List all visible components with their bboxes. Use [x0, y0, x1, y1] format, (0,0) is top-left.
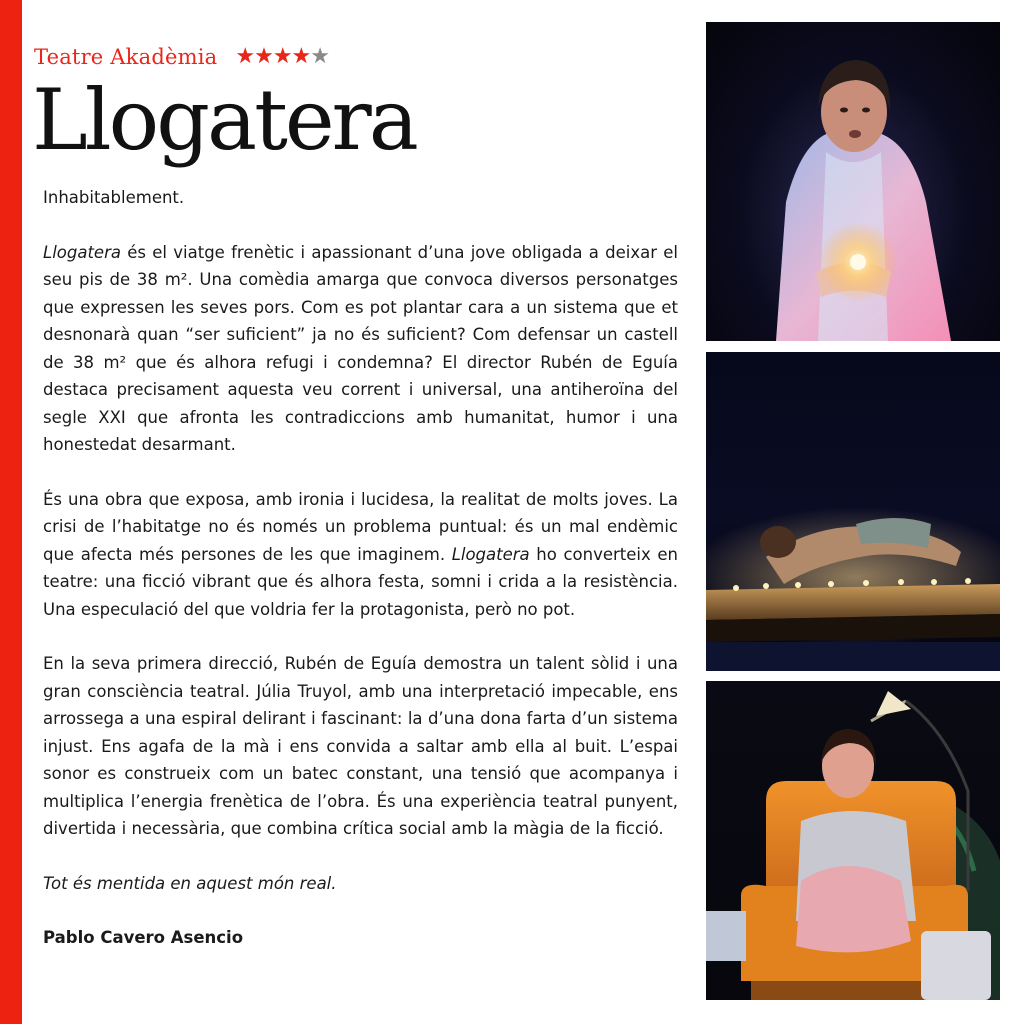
- star-filled-icon: ★: [235, 44, 255, 69]
- closing-line: [43, 870, 678, 898]
- play-title: Llogatera: [32, 71, 416, 169]
- star-filled-icon: ★: [291, 44, 311, 69]
- paragraph-3: En la seva primera direcció, Rubén de Eguía demostra un talent sòlid i una gran consciència teatral. Júlia Truyol, amb una interpretació impecable, ens arrossega a una espiral delirant i fascinant: la d’una dona farta d’un sistema injust. Ens agafa de la mà i ens convida a saltar amb ella al buit. L’espai sonor es construeix com un batec constant, una tensió que acompanya i multiplica l’energia frenètica de l’obra. És una experiència teatral punyent, divertida i necessària, que combina crítica social amb la màgia de la ficció.: [43, 654, 678, 838]
- left-accent-bar: [0, 0, 22, 1024]
- paragraph-2-text-a: És una obra que exposa, amb ironia i lucidesa, la realitat de molts joves. La crisi de l’habitatge no és només un problema puntual: és un mal endèmic que afecta més persones de les que imaginem.: [43, 489, 678, 564]
- review-body: [43, 184, 678, 952]
- star-filled-icon: ★: [254, 44, 273, 69]
- review-header: [34, 44, 329, 69]
- play-title-italic: Llogatera: [451, 544, 530, 564]
- author-name: Pablo Cavero Asencio: [43, 928, 244, 947]
- stage-photo-armchair: [706, 681, 1000, 1000]
- venue-name: Teatre Akadèmia: [34, 44, 218, 69]
- star-filled-icon: ★: [272, 44, 292, 69]
- play-title-italic: Llogatera: [43, 242, 121, 262]
- closing-line-text: Tot és mentida en aquest món real.: [43, 873, 337, 893]
- stage-photo-platform: [706, 352, 1000, 671]
- star-empty-icon: ★: [310, 44, 330, 69]
- stage-photo-candle: [706, 22, 1000, 341]
- tagline: Inhabitablement.: [43, 188, 185, 207]
- paragraph-2: [43, 486, 678, 624]
- paragraph-1-text: és el viatge frenètic i apassionant d’una jove obligada a deixar el seu pis de 38 m². Una comèdia amarga que convoca diversos personatges que expressen les seves pors. Com es pot plantar cara a un sistema que et desnonarà quan “ser suficient” ja no és suficient? Com defensar un castell de 38 m² que és alhora refugi i condemna? El director Rubén de Eguía destaca precisament aquesta veu corrent i universal, una antiheroïna del segle XXI que afronta les contradiccions amb humanitat, humor i una honestedat desarmant.: [43, 242, 678, 454]
- star-rating: [235, 44, 329, 69]
- paragraph-1: [43, 239, 678, 459]
- paragraph-2-text-b: ho converteix en teatre: una ficció vibrant que és alhora festa, somni i crida a la resistència. Una especulació del que voldria fer la protagonista, però no pot.: [43, 544, 678, 619]
